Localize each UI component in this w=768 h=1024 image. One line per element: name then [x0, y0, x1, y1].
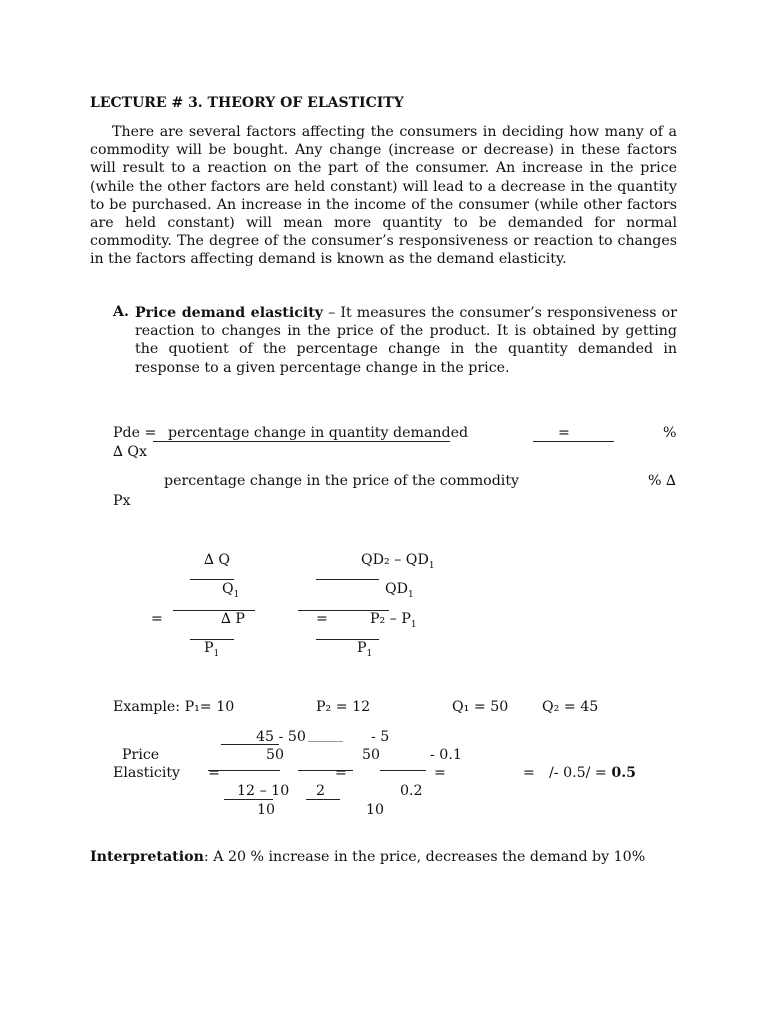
example-neg01: - 0.1 — [430, 747, 462, 763]
example-neg5: - 5 — [371, 729, 390, 745]
formula-qd-diff: $QD_2 - QD_1$ — [361, 552, 435, 571]
example-result: 0.5 — [611, 765, 637, 781]
example-den-b: 10 — [257, 802, 276, 818]
example-den-line-a — [224, 799, 273, 800]
pde-equals: = — [558, 425, 570, 441]
example-q2: Q₂ = 45 — [542, 699, 599, 715]
intro-paragraph — [90, 123, 677, 269]
formula-p-diff: $P_2 - P_1$ — [370, 611, 417, 630]
pde-pct-num: % — [663, 425, 677, 441]
example-equals-4: = — [523, 765, 535, 781]
pde-numerator: percentage change in quantity demanded — [168, 425, 469, 441]
section-a-label: A. — [113, 304, 129, 320]
example-label: Example: P₁= 10 — [113, 699, 235, 715]
formula-qd1: $QD_1$ — [385, 581, 414, 600]
pde-delta-qx: ∆ Qx — [113, 444, 148, 460]
example-price-word: Price — [122, 747, 160, 763]
example-result-prefix: /- 0.5/ = — [549, 765, 612, 781]
example-num-line-a — [221, 744, 279, 745]
example-point2: 0.2 — [400, 783, 423, 799]
example-num-b: 50 — [266, 747, 285, 763]
pde-fraction-line — [153, 441, 450, 442]
formula-p1: $P_1$ — [204, 640, 220, 659]
formula-p1b: $P_1$ — [357, 640, 373, 659]
interpretation-paragraph — [90, 848, 677, 866]
section-a-term: Price demand elasticity — [135, 305, 324, 321]
pde-ratio-line — [533, 441, 614, 442]
example-num-line-a2 — [308, 741, 343, 742]
formula-equals-2: = — [316, 611, 328, 627]
intro-text: There are several factors affecting the consumers in deciding how many of a commodity will be bought. Any change (increase or decrease) in these factors will result to a reaction on the part of the consumer. An increase in the price (while the other factors are held constant) will lead to a decrease in the quantity to be purchased. An increase in the income of the consumer (while other factors are held constant) will mean more quantity to be demanded for normal commodity. The degree of the consumer’s responsiveness or reaction to changes in the factors affecting demand is known as the demand elasticity. — [90, 124, 677, 268]
example-result-line — [549, 764, 636, 782]
pde-px: Px — [113, 493, 131, 509]
example-p2: P₂ = 12 — [316, 699, 371, 715]
formula-delta-p: ∆ P — [221, 611, 245, 627]
example-main-line-3 — [380, 770, 426, 771]
example-den-line-b — [306, 799, 340, 800]
example-fifty: 50 — [362, 747, 381, 763]
formula-equals-1: = — [151, 611, 163, 627]
example-equals-3: = — [434, 765, 446, 781]
formula-q1: $Q_1$ — [222, 581, 240, 600]
section-a-text: – It measures the consumer’s responsiveness or reaction to changes in the price of the product. It is obtained by getting the quotient of the percentage change in the quantity demanded in response to a given percentage change in the price. — [135, 305, 677, 376]
example-equals-1: = — [208, 765, 220, 781]
example-num-a: 45 - 50 — [256, 729, 306, 745]
pde-pct-den: % ∆ — [648, 473, 676, 489]
example-main-line-1 — [208, 770, 280, 771]
interpretation-text: : A 20 % increase in the price, decreases the demand by 10% — [203, 849, 646, 865]
section-a-body — [135, 304, 677, 377]
example-two: 2 — [316, 783, 326, 799]
example-q1: Q₁ = 50 — [452, 699, 509, 715]
example-den-a: 12 – 10 — [237, 783, 290, 799]
pde-denominator: percentage change in the price of the commodity — [164, 473, 520, 489]
formula-qd-line — [316, 579, 379, 580]
formula-delta-q: ∆ Q — [204, 552, 231, 568]
example-elasticity-word: Elasticity — [113, 765, 181, 781]
interpretation-label: Interpretation — [90, 849, 204, 865]
lecture-title: LECTURE # 3. THEORY OF ELASTICITY — [90, 95, 404, 111]
example-ten: 10 — [366, 802, 385, 818]
pde-lhs: Pde = — [113, 425, 157, 441]
example-equals-2: = — [335, 765, 347, 781]
